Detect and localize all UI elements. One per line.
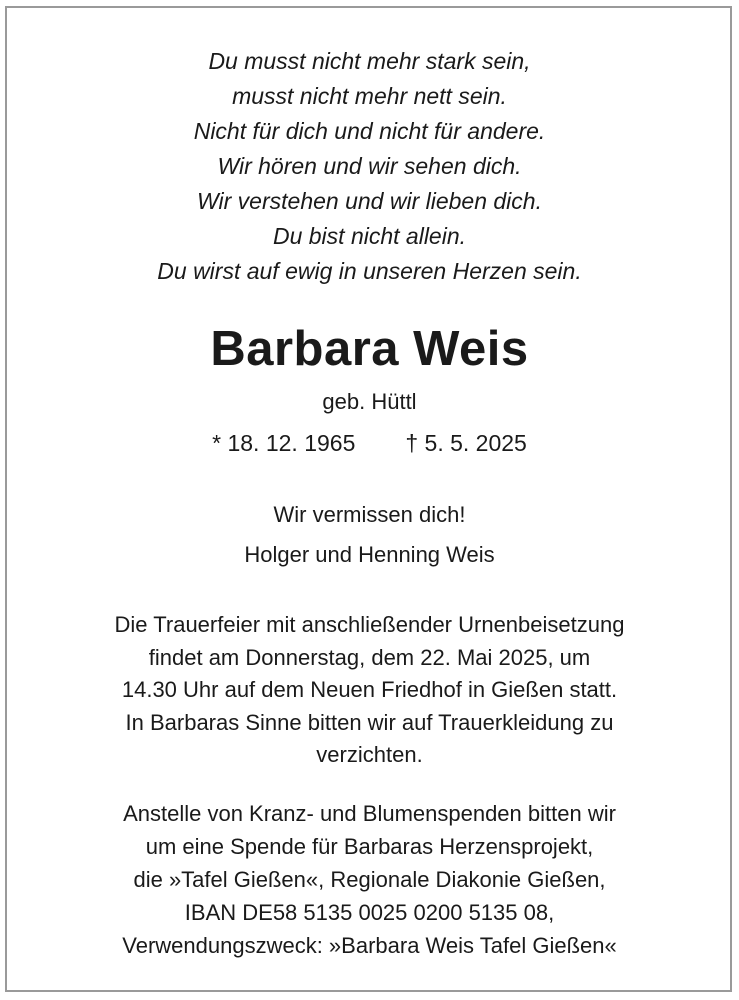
poem bbox=[0, 44, 739, 289]
service-line: findet am Donnerstag, dem 22. Mai 2025, um bbox=[148, 644, 591, 670]
maiden-name: geb. Hüttl bbox=[322, 389, 417, 414]
life-dates bbox=[0, 428, 739, 458]
service-line: Die Trauerfeier mit anschließender Urnenbeisetzung bbox=[114, 612, 625, 637]
service-line: verzichten. bbox=[316, 742, 423, 767]
mourners-names: Holger und Henning Weis bbox=[244, 542, 495, 567]
poem-line: Nicht für dich und nicht für andere. bbox=[193, 118, 546, 144]
poem-line: Du musst nicht mehr stark sein, bbox=[208, 48, 531, 74]
funeral-service-info bbox=[0, 609, 739, 772]
poem-line: Du bist nicht allein. bbox=[272, 223, 467, 249]
donation-line: Verwendungszweck: »Barbara Weis Tafel Gießen« bbox=[122, 933, 617, 958]
poem-line: Wir verstehen und wir lieben dich. bbox=[197, 188, 542, 214]
death-date: † 5. 5. 2025 bbox=[405, 430, 527, 456]
farewell-message: Wir vermissen dich! bbox=[273, 502, 466, 527]
donation-info bbox=[0, 797, 739, 962]
poem-line: Wir hören und wir sehen dich. bbox=[217, 153, 522, 179]
donation-line: Anstelle von Kranz- und Blumenspenden bitten wir bbox=[123, 801, 616, 826]
deceased-name: Barbara Weis bbox=[210, 322, 529, 376]
poem-line: Du wirst auf ewig in unseren Herzen sein. bbox=[157, 258, 582, 284]
donation-line: um eine Spende für Barbaras Herzensprojekt, bbox=[145, 834, 594, 859]
birth-date: * 18. 12. 1965 bbox=[212, 430, 356, 456]
poem-line: musst nicht mehr nett sein. bbox=[232, 83, 507, 109]
donation-line: die »Tafel Gießen«, Regionale Diakonie Gießen, bbox=[133, 867, 606, 892]
donation-line: IBAN DE58 5135 0025 0200 5135 08, bbox=[184, 900, 555, 925]
service-line: 14.30 Uhr auf dem Neuen Friedhof in Gießen statt. bbox=[121, 677, 618, 702]
service-line: In Barbaras Sinne bitten wir auf Trauerkleidung zu bbox=[125, 709, 614, 735]
